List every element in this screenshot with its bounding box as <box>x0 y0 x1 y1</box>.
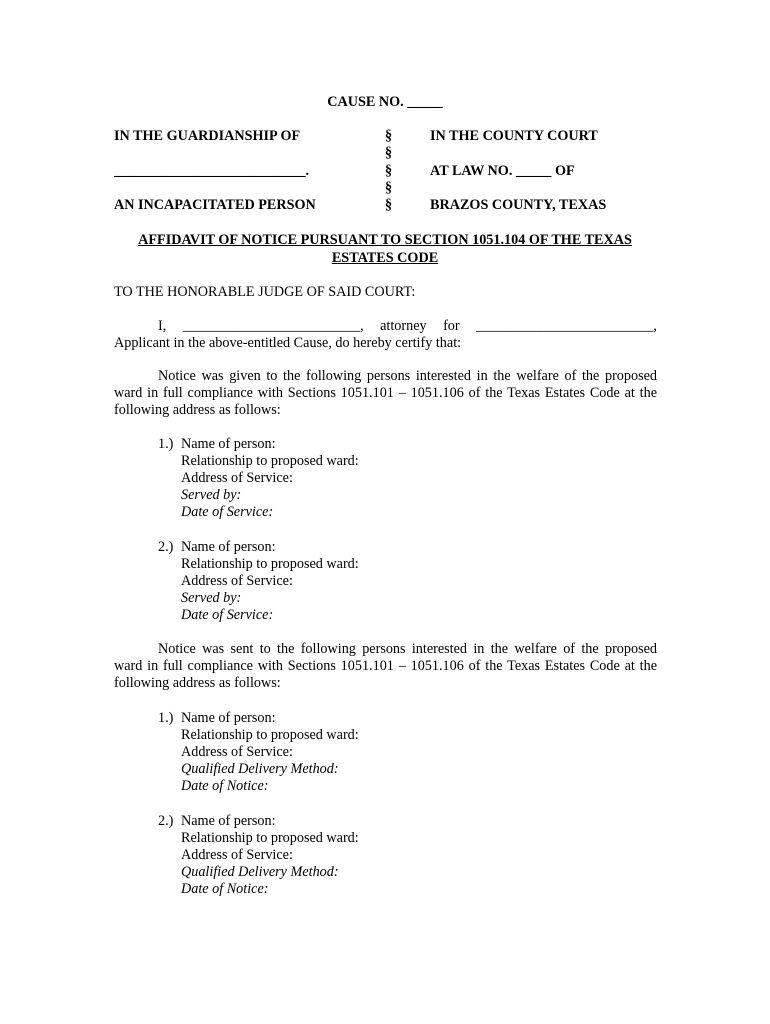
section-symbol: § <box>385 128 393 144</box>
item-number: 1.) <box>158 436 174 452</box>
served-by-label: Served by: <box>181 590 242 606</box>
date-of-service-label: Date of Service: <box>181 504 274 520</box>
caption-row-5 <box>0 197 770 214</box>
title-line-1: AFFIDAVIT OF NOTICE PURSUANT TO SECTION 1051.104 OF THE TEXAS <box>138 232 632 248</box>
delivery-method-label: Qualified Delivery Method: <box>181 761 339 777</box>
sent-item-1 <box>158 710 359 795</box>
section-symbol: § <box>385 180 393 196</box>
name-field-label: Name of person: <box>181 710 276 726</box>
notice-sent-paragraph: Notice was sent to the following persons interested in the welfare of the proposed ward in full compliance with Sections 1051.101 – 1051.106 of the Texas Estates Code at the following address as follows: <box>114 641 657 691</box>
intro-paragraph <box>114 318 657 352</box>
served-by-label: Served by: <box>181 487 242 503</box>
caption-right: AT LAW NO. _____ OF <box>430 163 575 179</box>
caption-left: AN INCAPACITATED PERSON <box>114 197 316 213</box>
caption-row-1 <box>0 128 770 145</box>
cause-number: CAUSE NO. _____ <box>327 94 443 110</box>
caption-row-3 <box>0 163 770 180</box>
caption-left: ___________________________. <box>114 163 310 179</box>
relationship-field-label: Relationship to proposed ward: <box>181 830 359 846</box>
address-field-label: Address of Service: <box>181 847 293 863</box>
section-symbol: § <box>385 163 393 179</box>
caption-row-4 <box>0 180 770 197</box>
intro-line-2: Applicant in the above-entitled Cause, do hereby certify that: <box>114 335 462 351</box>
section-symbol: § <box>385 197 393 213</box>
affidavit-title <box>114 231 656 267</box>
salutation: TO THE HONORABLE JUDGE OF SAID COURT: <box>114 284 416 300</box>
item-number: 1.) <box>158 710 174 726</box>
given-item-2 <box>158 539 359 624</box>
item-number: 2.) <box>158 539 174 555</box>
caption-row-2 <box>0 145 770 162</box>
delivery-method-label: Qualified Delivery Method: <box>181 864 339 880</box>
relationship-field-label: Relationship to proposed ward: <box>181 453 359 469</box>
relationship-field-label: Relationship to proposed ward: <box>181 727 359 743</box>
caption-right: IN THE COUNTY COURT <box>430 128 598 144</box>
caption-left: IN THE GUARDIANSHIP OF <box>114 128 301 144</box>
address-field-label: Address of Service: <box>181 744 293 760</box>
item-number: 2.) <box>158 813 174 829</box>
relationship-field-label: Relationship to proposed ward: <box>181 556 359 572</box>
date-of-service-label: Date of Service: <box>181 607 274 623</box>
section-symbol: § <box>385 145 393 161</box>
address-field-label: Address of Service: <box>181 470 293 486</box>
given-item-1 <box>158 436 359 521</box>
name-field-label: Name of person: <box>181 539 276 555</box>
name-field-label: Name of person: <box>181 436 276 452</box>
address-field-label: Address of Service: <box>181 573 293 589</box>
intro-line-1: I, _________________________, attorney for _________________________, <box>158 318 657 334</box>
notice-given-paragraph: Notice was given to the following persons interested in the welfare of the proposed ward in full compliance with Sections 1051.101 – 1051.106 of the Texas Estates Code at the following address as follows: <box>114 368 657 418</box>
date-of-notice-label: Date of Notice: <box>181 881 269 897</box>
caption-right: BRAZOS COUNTY, TEXAS <box>430 197 607 213</box>
sent-item-2 <box>158 813 359 898</box>
name-field-label: Name of person: <box>181 813 276 829</box>
title-line-2: ESTATES CODE <box>331 250 439 266</box>
date-of-notice-label: Date of Notice: <box>181 778 269 794</box>
